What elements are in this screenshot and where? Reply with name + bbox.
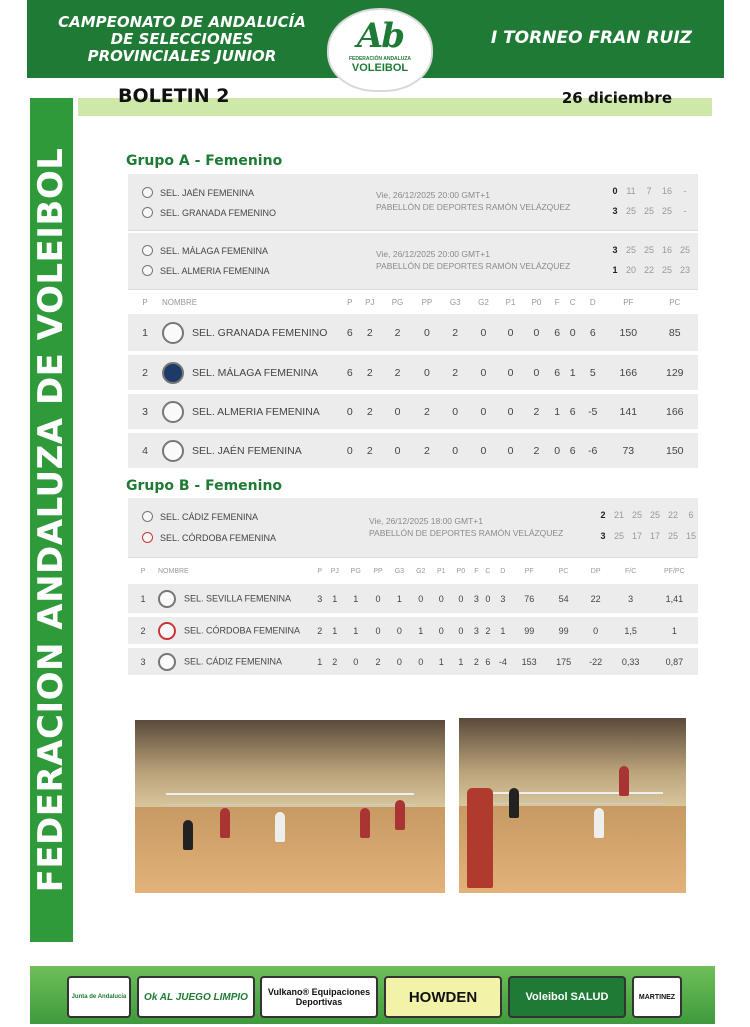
- set-points: 22: [667, 510, 678, 520]
- team-crest-icon: [158, 590, 176, 608]
- cell-team: [162, 314, 342, 353]
- sponsor-logo: MARTINEZ: [632, 976, 682, 1018]
- cell-team: [162, 392, 342, 431]
- team-crest-icon: [162, 401, 184, 423]
- set-points: 25: [661, 265, 672, 275]
- col-header: PF: [524, 567, 534, 575]
- match-away-team: [142, 207, 276, 218]
- cell-team: [158, 646, 314, 677]
- cell-team: [162, 353, 342, 392]
- player-figure: [360, 808, 370, 838]
- match-away-team: [142, 532, 276, 543]
- cell-value: 1,41: [665, 593, 684, 604]
- team-name: SEL. JAÉN FEMENINA: [160, 187, 255, 198]
- col-header: P: [347, 297, 353, 307]
- col-header: NOMBRE: [162, 297, 198, 307]
- team-crest-icon: [158, 622, 176, 640]
- cell-value: 2: [533, 444, 540, 457]
- cell-value: 2: [394, 326, 401, 339]
- tournament-title: I TORNEO FRAN RUIZ: [490, 28, 692, 48]
- cell-value: -6: [588, 444, 598, 457]
- sets-won: 0: [612, 186, 618, 196]
- standings-header: [128, 558, 698, 584]
- cell-value: 0: [394, 405, 401, 418]
- team-crest-icon: [142, 187, 153, 198]
- table-row: [128, 431, 698, 470]
- set-points: 17: [649, 531, 660, 541]
- volleyball-net: [166, 793, 414, 805]
- cell-value: 3: [473, 593, 479, 604]
- cell-value: 0: [375, 593, 381, 604]
- cell-value: 0: [458, 625, 464, 636]
- table-row: [128, 615, 698, 646]
- match-info: [376, 189, 570, 213]
- match-home-team: [142, 245, 268, 256]
- cell-value: 2: [394, 366, 401, 379]
- set-points: 25: [613, 531, 624, 541]
- set-points: 17: [631, 531, 642, 541]
- championship-title-line: DE SELECCIONES: [110, 30, 254, 48]
- team-name: SEL. GRANADA FEMENINO: [160, 207, 277, 218]
- cell-value: 0: [480, 405, 487, 418]
- cell-value: 0: [533, 326, 540, 339]
- cell-value: 150: [619, 326, 638, 339]
- cell-value: 1: [353, 593, 359, 604]
- cell-value: 2: [366, 366, 373, 379]
- player-figure: [619, 766, 629, 796]
- col-header: G2: [416, 567, 426, 575]
- cell-value: 2: [485, 625, 491, 636]
- cell-team: [162, 431, 342, 470]
- cell-value: 0: [394, 444, 401, 457]
- cell-value: 2: [533, 405, 540, 418]
- sponsor-logo: Vulkano® Equipaciones Deportivas: [260, 976, 378, 1018]
- cell-value: 129: [665, 366, 684, 379]
- cell-position: 1: [140, 593, 146, 604]
- sets-won: 3: [600, 531, 606, 541]
- col-header: P0: [531, 297, 542, 307]
- set-points: 25: [625, 206, 636, 216]
- cell-value: 0: [346, 405, 353, 418]
- cell-value: 0: [507, 405, 514, 418]
- cell-value: 175: [556, 656, 572, 667]
- cell-value: 1: [671, 625, 677, 636]
- cell-value: 0: [480, 326, 487, 339]
- cell-value: 0: [396, 625, 402, 636]
- cell-value: 0: [533, 366, 540, 379]
- col-header: F: [554, 297, 560, 307]
- vertical-banner-text: FEDERACION ANDALUZA DE VOLEIBOL: [31, 147, 71, 893]
- col-header: PG: [391, 297, 404, 307]
- cell-team: [158, 615, 314, 646]
- col-header: PC: [669, 297, 681, 307]
- set-points: 25: [667, 531, 678, 541]
- team-name: SEL. JAÉN FEMENINA: [192, 444, 302, 457]
- col-header: G2: [478, 297, 489, 307]
- match-photo: [135, 720, 445, 893]
- player-figure: [275, 812, 285, 842]
- cell-value: 3: [317, 593, 323, 604]
- col-header: C: [485, 567, 491, 575]
- cell-value: 76: [524, 593, 535, 604]
- cell-value: 6: [589, 326, 596, 339]
- cell-value: -22: [589, 656, 603, 667]
- photo-floor: [459, 806, 686, 894]
- cell-position: 3: [140, 656, 146, 667]
- team-name: SEL. MÁLAGA FEMENINA: [160, 245, 269, 256]
- set-points: -: [683, 186, 687, 196]
- cell-value: -5: [588, 405, 598, 418]
- team-crest-icon: [162, 322, 184, 344]
- match-card: [128, 233, 698, 290]
- sets-won: 2: [600, 510, 606, 520]
- cell-value: 0: [438, 593, 444, 604]
- cell-value: 6: [569, 444, 576, 457]
- set-points: 25: [631, 510, 642, 520]
- cell-value: 2: [424, 405, 430, 418]
- cell-value: 54: [558, 593, 569, 604]
- set-points: 25: [643, 245, 654, 255]
- cell-value: 0,33: [621, 656, 640, 667]
- col-header: P0: [456, 567, 466, 575]
- table-row: [128, 353, 698, 392]
- cell-value: 1: [418, 625, 424, 636]
- cell-value: 0: [452, 444, 459, 457]
- cell-value: 0: [452, 405, 459, 418]
- cell-value: 2: [317, 625, 323, 636]
- cell-value: 2: [452, 366, 459, 379]
- col-header: D: [500, 567, 506, 575]
- col-header: P1: [505, 297, 516, 307]
- team-name: SEL. MÁLAGA FEMENINA: [192, 366, 319, 379]
- cell-value: 2: [366, 444, 373, 457]
- col-header: PF/PC: [664, 567, 685, 575]
- team-name: SEL. CÁDIZ FEMENINA: [184, 655, 283, 666]
- cell-value: 1: [438, 656, 444, 667]
- cell-value: 6: [346, 366, 353, 379]
- match-away-team: [142, 265, 270, 276]
- cell-position: 4: [142, 444, 148, 457]
- col-header: PJ: [365, 297, 375, 307]
- cell-value: 99: [558, 625, 569, 636]
- cell-value: 1: [554, 405, 561, 418]
- cell-value: 5: [589, 366, 596, 379]
- team-crest-icon: [142, 532, 153, 543]
- cell-value: 2: [332, 656, 338, 667]
- cell-value: 0: [375, 625, 381, 636]
- col-header: P: [140, 567, 146, 575]
- cell-value: 0: [569, 326, 576, 339]
- col-header: PC: [558, 567, 569, 575]
- cell-value: 2: [375, 656, 381, 667]
- cell-value: 3: [628, 593, 634, 604]
- team-crest-icon: [158, 653, 176, 671]
- cell-value: 1,5: [624, 625, 637, 636]
- team-name: SEL. CÓRDOBA FEMENINA: [184, 624, 301, 635]
- cell-value: 2: [366, 405, 373, 418]
- team-name: SEL. SEVILLA FEMENINA: [184, 592, 292, 603]
- col-header: F/C: [624, 567, 637, 575]
- group-a-standings: [128, 290, 698, 472]
- match-datetime: Vie, 26/12/2025 20:00 GMT+1: [376, 249, 490, 259]
- cell-value: 0: [485, 593, 491, 604]
- set-points: 6: [688, 510, 694, 520]
- set-points: 21: [613, 510, 624, 520]
- match-info: [369, 515, 563, 539]
- player-figure: [594, 808, 604, 838]
- cell-value: 6: [569, 405, 576, 418]
- table-row: [128, 392, 698, 431]
- col-header: PJ: [330, 567, 339, 575]
- set-points: 15: [685, 531, 696, 541]
- cell-value: 166: [665, 405, 684, 418]
- sponsor-logo: HOWDEN: [384, 976, 502, 1018]
- match-home-score: [596, 510, 700, 520]
- set-points: 25: [661, 206, 672, 216]
- federation-logo: [327, 8, 433, 92]
- team-name: SEL. ALMERIA FEMENINA: [160, 265, 270, 276]
- player-figure: [467, 788, 493, 888]
- match-home-team: [142, 511, 258, 522]
- match-home-score: [608, 186, 694, 196]
- match-home-team: [142, 187, 254, 198]
- match-venue: PABELLÓN DE DEPORTES RAMÓN VELÁZQUEZ: [376, 202, 571, 212]
- col-header: C: [569, 297, 576, 307]
- team-name: SEL. GRANADA FEMENINO: [192, 326, 328, 339]
- cell-position: 2: [140, 625, 146, 636]
- cell-team: [158, 584, 314, 615]
- cell-value: 1: [317, 656, 323, 667]
- cell-value: 0: [458, 593, 464, 604]
- match-photo: [459, 718, 686, 893]
- col-header: F: [474, 567, 479, 575]
- team-crest-icon: [142, 511, 153, 522]
- cell-value: 2: [452, 326, 459, 339]
- group-b-title: Grupo B - Femenino: [126, 478, 283, 494]
- logo-name: VOLEIBOL: [351, 62, 409, 74]
- cell-value: 6: [554, 326, 561, 339]
- sponsor-logo: Junta de Andalucía: [67, 976, 131, 1018]
- cell-value: 0: [418, 593, 424, 604]
- team-name: SEL. CÁDIZ FEMENINA: [160, 511, 259, 522]
- group-b-standings: [128, 558, 698, 679]
- logo-subtitle: FEDERACIÓN ANDALUZA: [348, 56, 412, 62]
- match-datetime: Vie, 26/12/2025 20:00 GMT+1: [376, 190, 490, 200]
- cell-value: 1: [500, 625, 506, 636]
- cell-value: 2: [424, 444, 430, 457]
- cell-value: 3: [500, 593, 506, 604]
- cell-value: 1: [332, 625, 338, 636]
- match-venue: PABELLÓN DE DEPORTES RAMÓN VELÁZQUEZ: [376, 261, 571, 271]
- sets-won: 3: [612, 245, 618, 255]
- col-header: PP: [421, 297, 433, 307]
- cell-value: 0: [424, 326, 430, 339]
- table-row: [128, 646, 698, 677]
- cell-position: 3: [142, 405, 148, 418]
- set-points: -: [683, 206, 687, 216]
- team-name: SEL. CÓRDOBA FEMENINA: [160, 532, 277, 543]
- table-row: [128, 584, 698, 615]
- cell-value: 2: [473, 656, 479, 667]
- championship-title-line: CAMPEONATO DE ANDALUCÍA: [58, 13, 306, 31]
- player-figure: [509, 788, 519, 818]
- cell-value: 6: [346, 326, 353, 339]
- col-header: PG: [350, 567, 361, 575]
- cell-value: 141: [619, 405, 638, 418]
- set-points: 16: [661, 186, 672, 196]
- cell-value: 2: [366, 326, 373, 339]
- col-header: DP: [590, 567, 601, 575]
- team-crest-icon: [162, 440, 184, 462]
- cell-value: 1: [569, 366, 576, 379]
- player-figure: [183, 820, 193, 850]
- col-header: P1: [436, 567, 446, 575]
- col-header: PP: [373, 567, 383, 575]
- cell-value: 166: [619, 366, 638, 379]
- sponsor-logo: Ok AL JUEGO LIMPIO: [137, 976, 255, 1018]
- match-datetime: Vie, 26/12/2025 18:00 GMT+1: [369, 516, 483, 526]
- logo-mark: Ab: [356, 16, 404, 56]
- col-header: P: [317, 567, 323, 575]
- cell-value: 1: [396, 593, 402, 604]
- team-crest-icon: [142, 207, 153, 218]
- sets-won: 3: [612, 206, 618, 216]
- match-venue: PABELLÓN DE DEPORTES RAMÓN VELÁZQUEZ: [369, 528, 564, 538]
- cell-value: 85: [668, 326, 681, 339]
- cell-value: 0: [480, 366, 487, 379]
- team-crest-icon: [162, 362, 184, 384]
- set-points: 23: [679, 265, 690, 275]
- cell-value: 0: [346, 444, 353, 457]
- cell-value: 150: [665, 444, 684, 457]
- team-name: SEL. ALMERIA FEMENINA: [192, 405, 320, 418]
- cell-value: 3: [473, 625, 479, 636]
- table-row: [128, 314, 698, 353]
- cell-value: 0: [396, 656, 402, 667]
- cell-value: 1: [458, 656, 464, 667]
- set-points: 25: [679, 245, 690, 255]
- cell-value: 0: [507, 366, 514, 379]
- cell-value: 0: [554, 444, 561, 457]
- col-header: G3: [394, 567, 405, 575]
- cell-value: 0: [438, 625, 444, 636]
- set-points: 16: [661, 245, 672, 255]
- team-crest-icon: [142, 265, 153, 276]
- cell-value: 153: [521, 656, 537, 667]
- cell-value: 0: [593, 625, 599, 636]
- player-figure: [395, 800, 405, 830]
- cell-value: -4: [498, 656, 507, 667]
- sponsor-logo: Voleibol SALUD: [508, 976, 626, 1018]
- team-crest-icon: [142, 245, 153, 256]
- col-header: NOMBRE: [158, 567, 189, 575]
- match-card: [128, 174, 698, 231]
- set-points: 11: [626, 186, 636, 196]
- cell-position: 1: [142, 326, 148, 339]
- cell-value: 22: [590, 593, 601, 604]
- boletin-title: BOLETIN 2: [118, 85, 230, 107]
- col-header: PF: [623, 297, 634, 307]
- match-away-score: [608, 206, 694, 216]
- set-points: 20: [625, 265, 636, 275]
- set-points: 22: [643, 265, 654, 275]
- cell-value: 0: [480, 444, 487, 457]
- set-points: 25: [643, 206, 654, 216]
- cell-value: 6: [554, 366, 561, 379]
- cell-value: 0,87: [665, 656, 684, 667]
- cell-value: 73: [622, 444, 635, 457]
- cell-value: 0: [507, 444, 514, 457]
- cell-position: 2: [142, 366, 148, 379]
- cell-value: 0: [507, 326, 514, 339]
- standings-header: [128, 290, 698, 314]
- match-away-score: [608, 265, 694, 275]
- match-info: [376, 248, 570, 272]
- match-home-score: [608, 245, 694, 255]
- championship-title: [47, 14, 317, 65]
- cell-value: 0: [353, 656, 359, 667]
- set-points: 25: [625, 245, 636, 255]
- group-a-title: Grupo A - Femenino: [126, 153, 283, 169]
- match-away-score: [596, 531, 700, 541]
- set-points: 25: [649, 510, 660, 520]
- col-header: P: [142, 297, 148, 307]
- cell-value: 1: [332, 593, 338, 604]
- championship-title-line: PROVINCIALES JUNIOR: [87, 47, 277, 65]
- col-header: D: [589, 297, 596, 307]
- player-figure: [220, 808, 230, 838]
- sets-won: 1: [612, 265, 618, 275]
- cell-value: 0: [418, 656, 424, 667]
- cell-value: 99: [524, 625, 535, 636]
- cell-value: 6: [485, 656, 491, 667]
- col-header: G3: [449, 297, 461, 307]
- cell-value: 1: [353, 625, 359, 636]
- boletin-date: 26 diciembre: [561, 89, 672, 107]
- header-band: [27, 0, 724, 78]
- cell-value: 0: [424, 366, 430, 379]
- match-card: [128, 498, 698, 558]
- set-points: 7: [646, 186, 652, 196]
